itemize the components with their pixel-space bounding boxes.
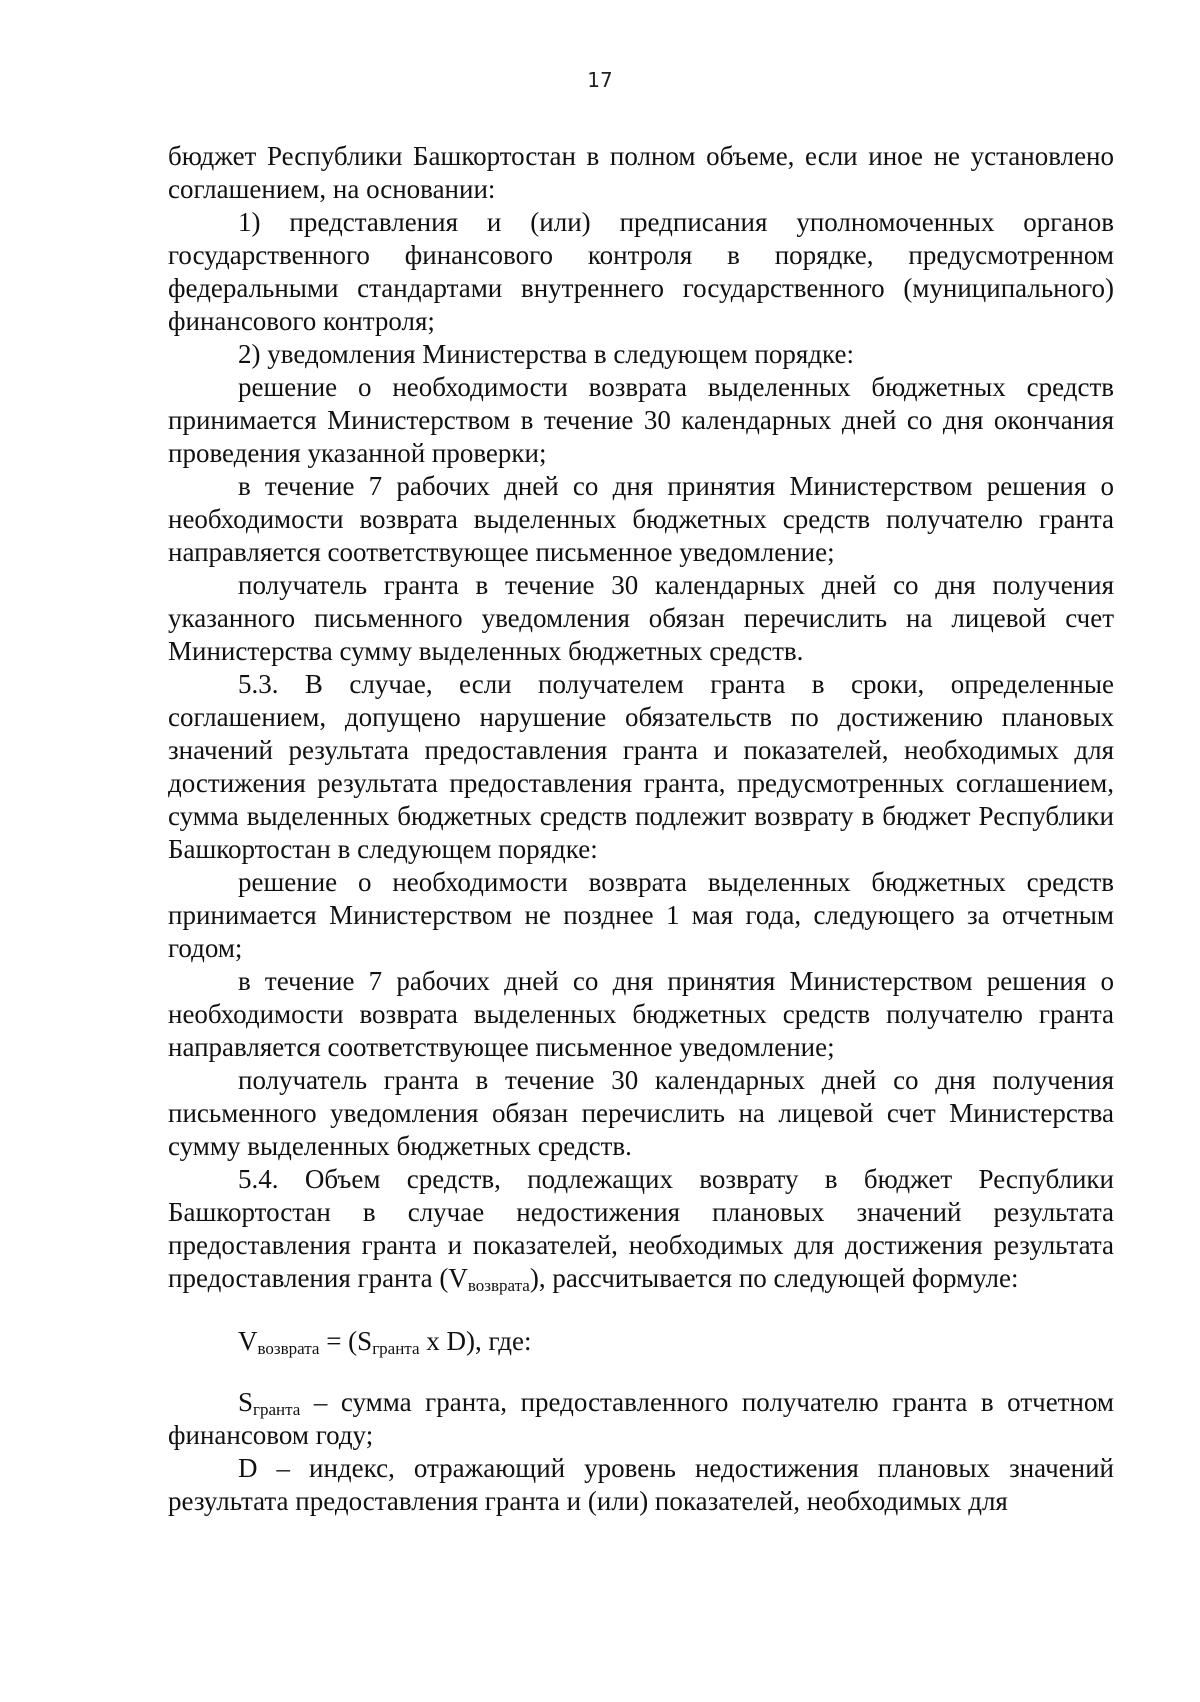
paragraph-notification: в течение 7 рабочих дней со дня принятия Министерством решения о необходимости возврата выделенных бюджетных средств получателю гранта направляется соответствующее письменное уведомление;: [168, 471, 1114, 567]
paragraph-transfer-2: получатель гранта в течение 30 календарных дней со дня получения письменного уведомления обязан перечислить на лицевой счет Министерства сумму выделенных бюджетных средств.: [168, 1065, 1114, 1161]
paragraph-item-2: 2) уведомления Министерства в следующем порядке:: [238, 339, 854, 369]
formula-s-subscript: гранта: [372, 1339, 420, 1358]
paragraph-item-1: 1) представления и (или) предписания уполномоченных органов государственного финансового контроля в порядке, предусмотренном федеральными стандартами внутреннего государственного (муниципального) финансового контроля;: [168, 207, 1114, 336]
paragraph-decision: решение о необходимости возврата выделенных бюджетных средств принимается Министерством в течение 30 календарных дней со дня окончания проведения указанной проверки;: [168, 372, 1114, 468]
formula: [168, 1295, 1114, 1386]
formula-v: V: [238, 1326, 258, 1356]
s-symbol: S: [238, 1387, 254, 1417]
s-symbol-subscript: гранта: [253, 1400, 301, 1419]
paragraph-decision-2: решение о необходимости возврата выделенных бюджетных средств принимается Министерством не позднее 1 мая года, следующего за отчетным годом;: [168, 867, 1114, 963]
s-definition-text: – сумма гранта, предоставленного получателю гранта в отчетном финансовом году;: [168, 1387, 1114, 1450]
paragraph-transfer: получатель гранта в течение 30 календарных дней со дня получения указанного письменного уведомления обязан перечислить на лицевой счет Министерства сумму выделенных бюджетных средств.: [168, 570, 1114, 666]
page-number: 17: [587, 68, 613, 92]
formula-equals-s: = (S: [319, 1326, 373, 1356]
paragraph-5-4: [168, 1163, 1114, 1295]
formula-tail: x D), где:: [419, 1326, 532, 1356]
paragraph-5-4-tail: ), рассчитывается по следующей формуле:: [529, 1263, 1019, 1293]
paragraph-5-3: 5.3. В случае, если получателем гранта в сроки, определенные соглашением, допущено нарушение обязательств по достижению плановых значений результата предоставления гранта и показателей, необходимых для достижения результата предоставления гранта, предусмотренных соглашением, сумма выделенных бюджетных средств подлежит возврату в бюджет Республики Башкортостан в следующем порядке:: [168, 669, 1114, 864]
document-body: [168, 140, 1114, 1518]
formula-v-subscript: возврата: [257, 1339, 320, 1358]
paragraph-d-definition: D – индекс, отражающий уровень недостижения плановых значений результата предоставления гранта и (или) показателей, необходимых для: [168, 1453, 1114, 1516]
paragraph-notification-2: в течение 7 рабочих дней со дня принятия Министерством решения о необходимости возврата выделенных бюджетных средств получателю гранта направляется соответствующее письменное уведомление;: [168, 966, 1114, 1062]
v-return-subscript: возврата: [467, 1276, 530, 1295]
paragraph-continuation: бюджет Республики Башкортостан в полном объеме, если иное не установлено соглашением, на основании:: [168, 141, 1114, 204]
paragraph-5-4-text: 5.4. Объем средств, подлежащих возврату в бюджет Республики Башкортостан в случае недостижения плановых значений результата предоставления гранта и показателей, необходимых для достижения результата предоставления гранта (V: [168, 1164, 1114, 1293]
paragraph-s-definition: [168, 1386, 1114, 1452]
